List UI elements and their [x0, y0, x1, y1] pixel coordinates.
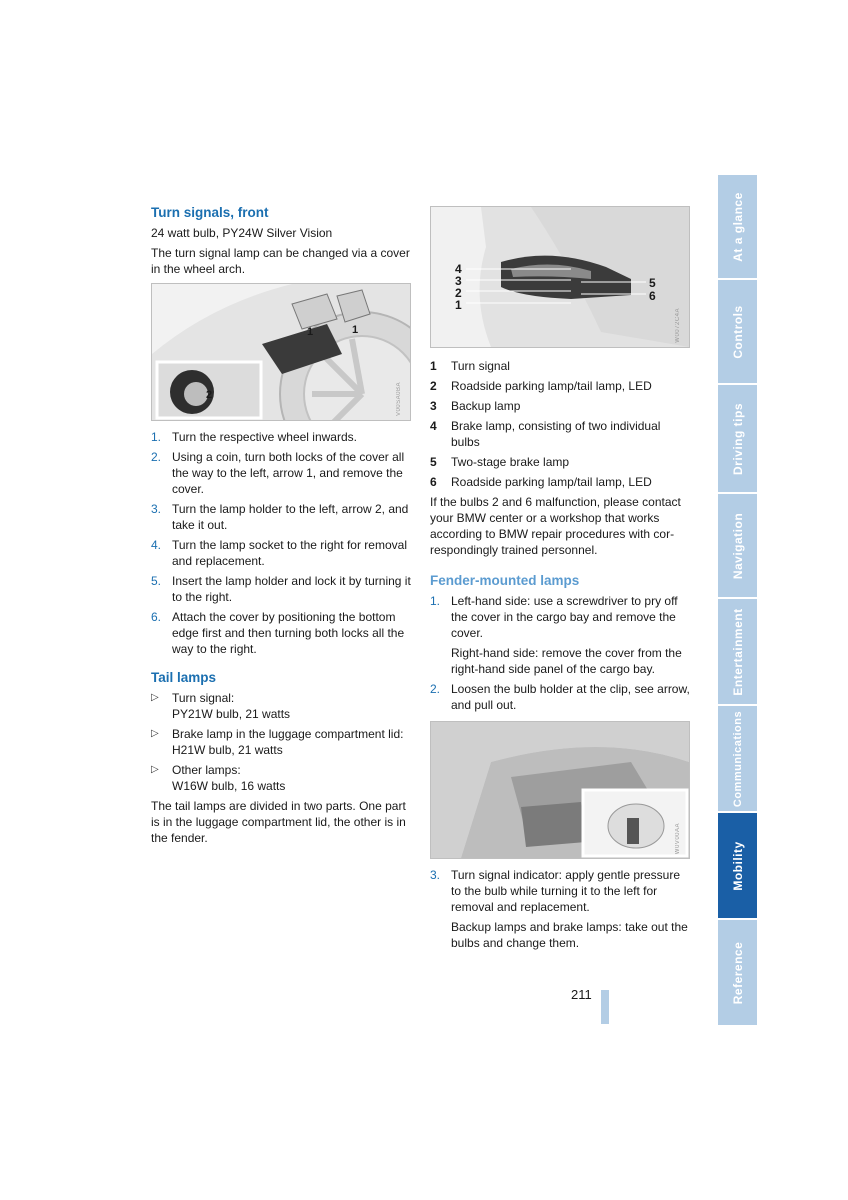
right-column: [430, 206, 690, 955]
callout-4: 4: [455, 262, 462, 276]
turn-signal-steps: [151, 429, 411, 657]
fender-steps-continued: [430, 867, 690, 951]
key-item: 6 Roadside parking lamp/tail lamp, LED: [430, 475, 652, 489]
step-item: 1. Turn the respective wheel inwards.: [151, 430, 357, 444]
callout-2: 2: [455, 286, 462, 300]
wheel-arch-illustration: [152, 284, 410, 420]
turn-signals-heading: Turn signals, front: [151, 205, 269, 220]
turn-signals-intro: The turn signal lamp can be changed via a cover in the wheel arch.: [151, 246, 410, 276]
step-item: 6. Attach the cover by positioning the bottom edge first and then turning both locks all the way to the right.: [151, 610, 405, 656]
step-item: 5. Insert the lamp holder and lock it by turning it to the right.: [151, 574, 411, 604]
key-item: 3 Backup lamp: [430, 399, 521, 413]
tab-driving-tips[interactable]: Driving tips: [718, 385, 757, 492]
tab-mobility[interactable]: Mobility: [718, 813, 757, 918]
section-sidebar: [718, 175, 757, 1025]
key-item: 5 Two-stage brake lamp: [430, 455, 570, 469]
arrow-1-label: 1: [307, 326, 314, 338]
figure-code: V00SA0BA: [396, 381, 402, 416]
cargo-bay-figure: [430, 721, 690, 859]
step-item: 1. Left-hand side: use a screwdriver to pry off the cover in the cargo bay and remove the cover. Right-hand side: remove the cover from the right-hand side panel of the cargo bay.: [430, 594, 682, 676]
tab-entertainment[interactable]: Entertainment: [718, 599, 757, 704]
left-column: [151, 204, 411, 850]
tab-at-a-glance[interactable]: At a glance: [718, 175, 757, 278]
page-number: 211: [571, 987, 592, 1002]
step-item: 4. Turn the lamp socket to the right for removal and replacement.: [151, 538, 407, 568]
list-item: ▷ Turn signal: PY21W bulb, 21 watts: [151, 691, 291, 721]
wheel-arch-figure: [151, 283, 411, 421]
tail-lamps-heading: Tail lamps: [151, 670, 217, 685]
cargo-bay-illustration: [431, 722, 689, 858]
figure-code: W0V00AA: [675, 822, 681, 854]
malfunction-note: If the bulbs 2 and 6 malfunction, please contact your BMW center or a workshop that works according to BMW repair procedures with cor-respondingly trained personnel.: [430, 495, 681, 557]
page-number-bar: [601, 990, 609, 1024]
tail-lamps-list: [151, 690, 411, 794]
tab-communications[interactable]: Communications: [718, 706, 757, 811]
key-item: 1 Turn signal: [430, 359, 510, 373]
arrow-1b-label: 1: [352, 324, 359, 336]
figure-code: W0072C4A: [675, 308, 681, 343]
tab-reference[interactable]: Reference: [718, 920, 757, 1025]
step-item: 2. Using a coin, turn both locks of the cover all the way to the left, arrow 1, and remove the cover.: [151, 450, 405, 496]
turn-signals-bulb: 24 watt bulb, PY24W Silver Vision: [151, 226, 333, 240]
fender-lamps-heading: Fender-mounted lamps: [430, 573, 580, 588]
fender-steps: [430, 593, 690, 713]
key-item: 2 Roadside parking lamp/tail lamp, LED: [430, 379, 652, 393]
callout-6: 6: [649, 289, 656, 303]
tab-navigation[interactable]: Navigation: [718, 494, 757, 597]
callout-5: 5: [649, 276, 656, 290]
tail-lamps-note: The tail lamps are divided in two parts. One part is in the luggage compartment lid, the other is in the fender.: [151, 799, 406, 845]
callout-3: 3: [455, 274, 462, 288]
list-item: ▷ Other lamps: W16W bulb, 16 watts: [151, 763, 286, 793]
key-item: 4 Brake lamp, consisting of two individual bulbs: [430, 419, 661, 449]
tab-controls[interactable]: Controls: [718, 280, 757, 383]
callout-1: 1: [455, 298, 462, 312]
step-item: 2. Loosen the bulb holder at the clip, see arrow, and pull out.: [430, 682, 690, 712]
step-item: 3. Turn signal indicator: apply gentle pressure to the bulb while turning it to the left for removal and replacement. Backup lamps and brake lamps: take out the bulbs and change them.: [430, 868, 688, 950]
arrow-2-label: 2: [206, 389, 213, 401]
list-item: ▷ Brake lamp in the luggage compartment lid: H21W bulb, 21 watts: [151, 727, 404, 757]
tail-lamp-figure: [430, 206, 690, 348]
step-item: 3. Turn the lamp holder to the left, arrow 2, and take it out.: [151, 502, 409, 532]
tail-lamp-key: [430, 358, 690, 490]
